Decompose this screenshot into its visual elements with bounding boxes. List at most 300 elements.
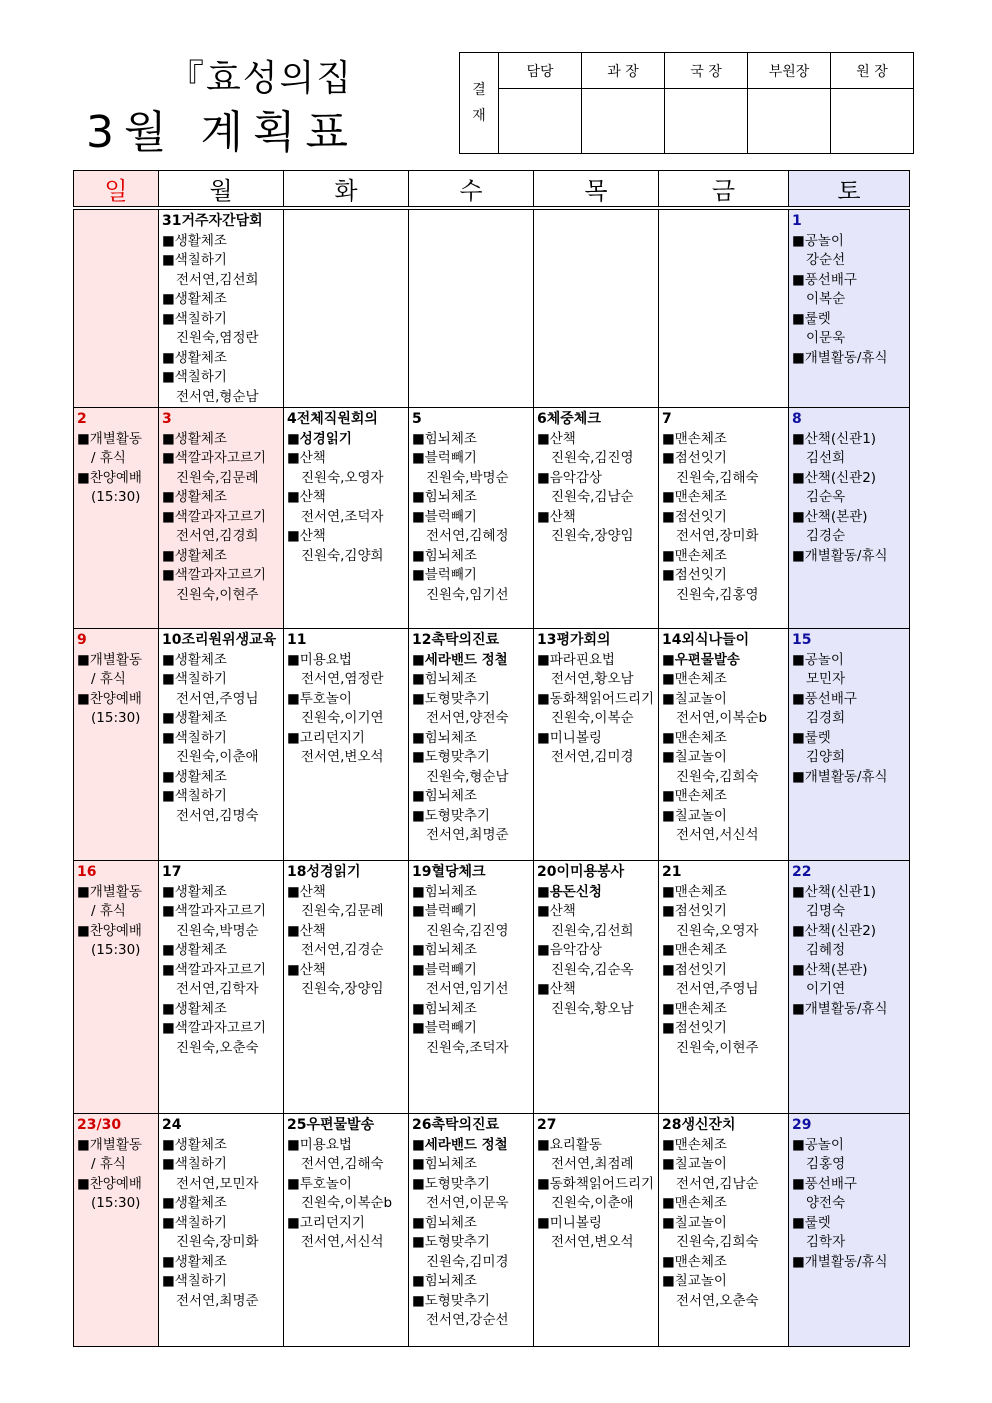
activity-item bbox=[792, 1253, 907, 1273]
bullet-square-icon: ■ bbox=[792, 883, 805, 900]
bullet-square-icon: ■ bbox=[662, 1136, 675, 1153]
bullet-square-icon: ■ bbox=[537, 729, 550, 746]
bullet-square-icon: ■ bbox=[162, 883, 175, 900]
bullet-square-icon: ■ bbox=[537, 981, 550, 997]
bullet-square-icon: ■ bbox=[792, 729, 805, 746]
activity-text: 맨손체조 bbox=[674, 883, 727, 900]
day-cell[interactable] bbox=[534, 861, 659, 1114]
activity-item bbox=[792, 922, 907, 942]
bullet-square-icon: ■ bbox=[162, 1000, 175, 1017]
day-date-label: 29 bbox=[792, 1117, 812, 1133]
day-cell[interactable] bbox=[284, 1114, 409, 1347]
activity-item bbox=[662, 1000, 786, 1020]
activity-text: 진원숙,김희숙 bbox=[676, 768, 759, 785]
activity-staff bbox=[662, 469, 786, 489]
activity-text: 점선잇기 bbox=[674, 903, 727, 919]
day-cell[interactable] bbox=[789, 1114, 910, 1347]
activity-text: 진원숙,이기연 bbox=[301, 710, 384, 726]
bullet-square-icon: ■ bbox=[287, 1214, 300, 1231]
day-cell[interactable] bbox=[409, 861, 534, 1114]
bullet-square-icon: ■ bbox=[537, 1136, 550, 1153]
day-cell[interactable] bbox=[159, 1114, 284, 1347]
day-cell[interactable] bbox=[789, 861, 910, 1114]
activity-staff bbox=[162, 388, 281, 408]
day-cell-content bbox=[534, 1114, 658, 1253]
day-cell[interactable] bbox=[284, 629, 409, 861]
activity-text: 생활체조 bbox=[174, 232, 227, 249]
activity-item bbox=[412, 1292, 531, 1312]
activity-text: 고리던지기 bbox=[299, 729, 365, 746]
activity-text: 힘뇌체조 bbox=[424, 430, 477, 447]
day-date-label: 23/30 bbox=[77, 1117, 122, 1133]
activity-text: 진원숙,김양희 bbox=[301, 547, 384, 564]
activity-staff bbox=[792, 290, 907, 310]
day-date-label: 11 bbox=[287, 632, 307, 648]
bullet-square-icon: ■ bbox=[412, 508, 425, 525]
activity-text: 칠교놀이 bbox=[674, 807, 727, 824]
day-cell[interactable] bbox=[534, 629, 659, 861]
day-cell[interactable] bbox=[789, 408, 910, 629]
activity-text: 산책(본관) bbox=[804, 961, 868, 978]
bullet-square-icon: ■ bbox=[162, 671, 175, 687]
activity-item bbox=[662, 488, 786, 508]
activity-staff bbox=[287, 902, 406, 922]
day-cell[interactable] bbox=[284, 861, 409, 1114]
activity-item bbox=[412, 807, 531, 827]
activity-text: 맨손체조 bbox=[674, 788, 727, 804]
bullet-square-icon: ■ bbox=[412, 690, 425, 707]
activity-text: 힘뇌체조 bbox=[424, 671, 477, 687]
bullet-square-icon: ■ bbox=[662, 1000, 675, 1017]
activity-item bbox=[162, 1194, 281, 1214]
activity-text: 진원숙,이현주 bbox=[176, 586, 259, 603]
day-cell[interactable] bbox=[159, 629, 284, 861]
day-cell[interactable] bbox=[534, 208, 659, 408]
activity-text: 진원숙,이복순b bbox=[301, 1195, 393, 1211]
activity-item bbox=[162, 883, 281, 903]
activity-item bbox=[162, 961, 281, 981]
activity-item bbox=[662, 1136, 786, 1156]
day-cell-content bbox=[74, 861, 158, 961]
activity-text: 전서연,이복순b bbox=[676, 710, 768, 726]
day-cell[interactable] bbox=[74, 208, 159, 408]
day-cell[interactable] bbox=[409, 1114, 534, 1347]
approval-sign-deputy-head[interactable] bbox=[748, 89, 831, 154]
weekday-tuesday: 화 bbox=[284, 171, 409, 209]
activity-text: 전서연,김혜정 bbox=[426, 528, 509, 544]
activity-text: 진원숙,박명순 bbox=[176, 922, 259, 939]
day-cell[interactable] bbox=[659, 861, 789, 1114]
activity-item bbox=[792, 883, 907, 903]
activity-text: 색칠하기 bbox=[174, 1214, 227, 1231]
bullet-square-icon: ■ bbox=[287, 651, 300, 668]
day-date-label: 6체중체크 bbox=[537, 411, 601, 427]
activity-staff bbox=[662, 527, 786, 547]
bullet-square-icon: ■ bbox=[792, 508, 805, 525]
approval-sign-head[interactable] bbox=[831, 89, 914, 154]
bullet-square-icon: ■ bbox=[412, 450, 425, 466]
activity-staff bbox=[792, 1155, 907, 1175]
activity-text: 진원숙,염정란 bbox=[176, 330, 259, 346]
bullet-square-icon: ■ bbox=[162, 729, 175, 746]
activity-text: 힘뇌체조 bbox=[424, 1273, 477, 1289]
day-date-label: 16 bbox=[77, 864, 97, 880]
activity-text: 전서연,김경희 bbox=[176, 528, 259, 544]
activity-text: 도형맞추기 bbox=[424, 749, 490, 765]
bullet-square-icon: ■ bbox=[792, 469, 805, 486]
activity-item bbox=[412, 547, 531, 567]
activity-item bbox=[287, 729, 406, 749]
activity-text: 김명숙 bbox=[806, 903, 846, 919]
activity-text: 진원숙,조덕자 bbox=[426, 1039, 509, 1056]
activity-staff bbox=[77, 709, 156, 729]
day-cell[interactable] bbox=[74, 408, 159, 629]
bullet-square-icon: ■ bbox=[662, 1195, 675, 1211]
activity-text: 고리던지기 bbox=[299, 1214, 365, 1231]
activity-staff bbox=[537, 527, 656, 547]
activity-staff bbox=[537, 488, 656, 508]
activity-staff bbox=[662, 709, 786, 729]
activity-staff bbox=[287, 941, 406, 961]
day-cell[interactable] bbox=[159, 408, 284, 629]
day-cell[interactable] bbox=[284, 208, 409, 408]
bullet-square-icon: ■ bbox=[77, 469, 90, 486]
activity-item bbox=[77, 469, 156, 489]
bullet-square-icon: ■ bbox=[537, 508, 550, 525]
activity-item bbox=[287, 527, 406, 547]
bullet-square-icon: ■ bbox=[537, 430, 550, 447]
activity-text: 모민자 bbox=[806, 671, 846, 687]
day-date-label: 28생신잔치 bbox=[662, 1117, 736, 1133]
activity-item bbox=[792, 469, 907, 489]
activity-item bbox=[662, 1253, 786, 1273]
day-date-label: 21 bbox=[662, 864, 682, 880]
bullet-square-icon: ■ bbox=[792, 430, 805, 447]
activity-item bbox=[792, 651, 907, 671]
bullet-square-icon: ■ bbox=[412, 1136, 425, 1153]
day-date-label: 5 bbox=[412, 411, 422, 427]
day-cell[interactable] bbox=[74, 861, 159, 1114]
activity-text: 힘뇌체조 bbox=[424, 788, 477, 804]
activity-text: 이복순 bbox=[806, 291, 846, 307]
activity-staff bbox=[792, 902, 907, 922]
activity-staff bbox=[537, 449, 656, 469]
activity-item bbox=[162, 1214, 281, 1234]
activity-staff bbox=[662, 1292, 786, 1312]
bullet-square-icon: ■ bbox=[537, 469, 550, 486]
activity-staff bbox=[412, 980, 531, 1000]
activity-staff bbox=[162, 922, 281, 942]
activity-item bbox=[537, 729, 656, 749]
activity-staff bbox=[77, 1194, 156, 1214]
activity-text: 미용요법 bbox=[299, 651, 352, 668]
activity-staff bbox=[412, 469, 531, 489]
day-cell[interactable] bbox=[409, 629, 534, 861]
activity-text: 전서연,염정란 bbox=[301, 671, 384, 687]
day-cell-content bbox=[534, 629, 658, 768]
bullet-square-icon: ■ bbox=[162, 310, 175, 327]
activity-text: 산책 bbox=[299, 961, 326, 978]
bullet-square-icon: ■ bbox=[662, 729, 675, 746]
bullet-square-icon: ■ bbox=[662, 450, 675, 466]
activity-text: 개별활동/휴식 bbox=[804, 547, 888, 564]
day-cell-content bbox=[789, 629, 909, 787]
day-cell-content bbox=[789, 861, 909, 1019]
activity-item bbox=[792, 547, 907, 567]
activity-staff bbox=[287, 1233, 406, 1253]
activity-text: 김경희 bbox=[806, 710, 846, 726]
activity-text: 점선잇기 bbox=[674, 961, 727, 978]
activity-staff bbox=[287, 508, 406, 528]
activity-text: 색칠하기 bbox=[174, 671, 227, 687]
day-cell[interactable] bbox=[159, 208, 284, 408]
bullet-square-icon: ■ bbox=[412, 489, 425, 505]
day-cell[interactable] bbox=[789, 629, 910, 861]
activity-item bbox=[77, 883, 156, 903]
weekday-wednesday: 수 bbox=[409, 171, 534, 209]
activity-staff bbox=[287, 1155, 406, 1175]
activity-text: 찬양예배 bbox=[89, 922, 142, 939]
bullet-square-icon: ■ bbox=[537, 883, 550, 900]
activity-staff bbox=[287, 1194, 406, 1214]
activity-item bbox=[162, 368, 281, 388]
activity-item bbox=[162, 310, 281, 330]
bullet-square-icon: ■ bbox=[412, 1273, 425, 1289]
activity-text: 전서연,주영님 bbox=[176, 690, 259, 707]
activity-staff bbox=[662, 586, 786, 606]
activity-text: 우편물발송 bbox=[674, 651, 740, 668]
bullet-square-icon: ■ bbox=[162, 489, 175, 505]
activity-staff bbox=[162, 748, 281, 768]
activity-staff bbox=[162, 690, 281, 710]
activity-item bbox=[287, 651, 406, 671]
activity-item bbox=[412, 1214, 531, 1234]
bullet-square-icon: ■ bbox=[77, 690, 90, 707]
activity-item bbox=[412, 748, 531, 768]
activity-item bbox=[537, 1214, 656, 1234]
activity-staff bbox=[792, 1233, 907, 1253]
bullet-square-icon: ■ bbox=[77, 1136, 90, 1153]
bullet-square-icon: ■ bbox=[662, 961, 675, 978]
activity-staff bbox=[412, 1194, 531, 1214]
day-date-label bbox=[537, 212, 656, 232]
activity-text: 힘뇌체조 bbox=[424, 1000, 477, 1017]
activity-text: 생활체조 bbox=[174, 942, 227, 958]
activity-item bbox=[412, 902, 531, 922]
bullet-square-icon: ■ bbox=[412, 651, 425, 668]
activity-text: 전서연,모민자 bbox=[176, 1175, 259, 1192]
day-cell-content bbox=[284, 210, 408, 232]
activity-text: 전서연,김명숙 bbox=[176, 807, 259, 824]
activity-text: 전서연,최점례 bbox=[551, 1156, 634, 1172]
day-date-label: 7 bbox=[662, 411, 672, 427]
activity-text: 도형맞추기 bbox=[424, 1234, 490, 1250]
bullet-square-icon: ■ bbox=[792, 768, 805, 785]
activity-text: 파라핀요법 bbox=[549, 651, 615, 668]
activity-item bbox=[162, 670, 281, 690]
day-cell[interactable] bbox=[659, 408, 789, 629]
activity-text: 진원숙,김진영 bbox=[426, 922, 509, 939]
activity-text: 색깔과자고르기 bbox=[174, 450, 267, 466]
activity-item bbox=[287, 690, 406, 710]
activity-text: 전서연,김경순 bbox=[301, 942, 384, 958]
week-row bbox=[74, 629, 910, 861]
day-date-label: 1 bbox=[792, 213, 802, 229]
activity-text: 힘뇌체조 bbox=[424, 1156, 477, 1172]
day-cell-content bbox=[659, 1114, 788, 1311]
activity-staff bbox=[162, 469, 281, 489]
activity-item bbox=[162, 1019, 281, 1039]
activity-text: 도형맞추기 bbox=[424, 690, 490, 707]
activity-text: 산책(신관2) bbox=[804, 922, 877, 939]
day-cell[interactable] bbox=[74, 1114, 159, 1347]
day-cell[interactable] bbox=[659, 1114, 789, 1347]
activity-text: 생활체조 bbox=[174, 1253, 227, 1270]
activity-text: 맨손체조 bbox=[674, 942, 727, 958]
activity-staff bbox=[792, 941, 907, 961]
day-date-label: 19혈당체크 bbox=[412, 864, 486, 880]
activity-item bbox=[662, 1155, 786, 1175]
day-cell[interactable] bbox=[159, 861, 284, 1114]
activity-text: 산책(신관1) bbox=[804, 430, 877, 447]
activity-item bbox=[537, 651, 656, 671]
bullet-square-icon: ■ bbox=[662, 749, 675, 765]
day-date-label: 8 bbox=[792, 411, 802, 427]
activity-staff bbox=[77, 488, 156, 508]
day-cell-content bbox=[659, 629, 788, 846]
activity-item bbox=[162, 430, 281, 450]
day-cell[interactable] bbox=[284, 408, 409, 629]
activity-text: 진원숙,김해숙 bbox=[676, 469, 759, 486]
day-cell[interactable] bbox=[409, 208, 534, 408]
activity-staff bbox=[537, 961, 656, 981]
activity-item bbox=[162, 251, 281, 271]
bullet-square-icon: ■ bbox=[287, 450, 300, 466]
day-cell[interactable] bbox=[409, 408, 534, 629]
bullet-square-icon: ■ bbox=[287, 430, 300, 447]
day-date-label: 4전체직원회의 bbox=[287, 411, 378, 427]
day-date-label: 22 bbox=[792, 864, 812, 880]
activity-text: 풍선배구 bbox=[804, 690, 857, 707]
day-cell-content bbox=[159, 210, 283, 407]
bullet-square-icon: ■ bbox=[792, 922, 805, 939]
activity-item bbox=[412, 1233, 531, 1253]
activity-staff bbox=[412, 586, 531, 606]
activity-text: 힘뇌체조 bbox=[424, 547, 477, 564]
activity-text: 투호놀이 bbox=[299, 1175, 352, 1192]
day-cell[interactable] bbox=[659, 208, 789, 408]
approval-sign-staff[interactable] bbox=[499, 89, 582, 154]
bullet-square-icon: ■ bbox=[792, 232, 805, 249]
activity-staff bbox=[287, 469, 406, 489]
activity-staff bbox=[792, 1194, 907, 1214]
activity-text: 개별활동/휴식 bbox=[804, 349, 888, 366]
activity-item bbox=[162, 508, 281, 528]
activity-text: 전서연,임기선 bbox=[426, 981, 509, 997]
day-cell-content bbox=[534, 861, 658, 1019]
activity-staff bbox=[162, 271, 281, 291]
activity-item bbox=[792, 310, 907, 330]
activity-text: 전서연,최명준 bbox=[176, 1292, 259, 1309]
bullet-square-icon: ■ bbox=[412, 788, 425, 804]
activity-text: 생활체조 bbox=[174, 1195, 227, 1211]
activity-text: 전서연,양전숙 bbox=[426, 710, 509, 726]
activity-staff bbox=[537, 1000, 656, 1020]
activity-text: 전서연,최명준 bbox=[426, 827, 509, 843]
activity-item bbox=[662, 883, 786, 903]
activity-staff bbox=[792, 670, 907, 690]
activity-staff bbox=[662, 922, 786, 942]
bullet-square-icon: ■ bbox=[162, 1156, 175, 1172]
activity-staff bbox=[537, 1233, 656, 1253]
activity-item bbox=[792, 349, 907, 369]
activity-text: 점선잇기 bbox=[674, 450, 727, 466]
activity-item bbox=[792, 690, 907, 710]
activity-staff bbox=[537, 670, 656, 690]
activity-text: 전서연,김학자 bbox=[176, 981, 259, 997]
day-cell[interactable] bbox=[534, 408, 659, 629]
activity-text: 힘뇌체조 bbox=[424, 729, 477, 746]
activity-item bbox=[662, 1194, 786, 1214]
activity-text: (15:30) bbox=[91, 710, 141, 726]
bullet-square-icon: ■ bbox=[287, 1175, 300, 1192]
activity-item bbox=[412, 651, 531, 671]
activity-text: 개별활동/휴식 bbox=[804, 1000, 888, 1017]
activity-text: 전서연,변오석 bbox=[551, 1234, 634, 1250]
approval-role-section-chief: 과 장 bbox=[582, 53, 665, 89]
day-cell-content bbox=[659, 861, 788, 1058]
activity-text: 생활체조 bbox=[174, 651, 227, 668]
approval-sign-section-chief[interactable] bbox=[582, 89, 665, 154]
activity-item bbox=[162, 1136, 281, 1156]
day-cell[interactable] bbox=[74, 629, 159, 861]
activity-text: 진원숙,김미경 bbox=[426, 1253, 509, 1270]
activity-staff bbox=[287, 547, 406, 567]
activity-text: 힘뇌체조 bbox=[424, 883, 477, 900]
document-title-line2: 3월 계획표 bbox=[86, 107, 358, 158]
activity-text: 찬양예배 bbox=[89, 469, 142, 486]
day-cell-content bbox=[409, 1114, 533, 1331]
activity-text: 블럭빼기 bbox=[424, 508, 477, 525]
activity-text: 이기연 bbox=[806, 981, 846, 997]
activity-item bbox=[287, 1214, 406, 1234]
activity-staff bbox=[162, 1292, 281, 1312]
day-cell-content bbox=[534, 210, 658, 232]
approval-sign-director[interactable] bbox=[665, 89, 748, 154]
activity-text: 블럭빼기 bbox=[424, 450, 477, 466]
bullet-square-icon: ■ bbox=[412, 749, 425, 765]
activity-item bbox=[77, 690, 156, 710]
activity-item bbox=[162, 290, 281, 310]
activity-text: / 휴식 bbox=[91, 1156, 126, 1172]
day-date-label: 14외식나들이 bbox=[662, 632, 750, 648]
bullet-square-icon: ■ bbox=[662, 1156, 675, 1172]
day-cell[interactable] bbox=[534, 1114, 659, 1347]
activity-item bbox=[662, 690, 786, 710]
activity-staff bbox=[537, 1194, 656, 1214]
weekday-friday: 금 bbox=[659, 171, 789, 209]
day-cell[interactable] bbox=[789, 208, 910, 408]
activity-text: 용돈신청 bbox=[549, 883, 602, 900]
day-cell[interactable] bbox=[659, 629, 789, 861]
activity-staff bbox=[662, 768, 786, 788]
day-date-label bbox=[287, 212, 406, 232]
bullet-square-icon: ■ bbox=[77, 883, 90, 900]
bullet-square-icon: ■ bbox=[162, 430, 175, 447]
bullet-square-icon: ■ bbox=[662, 883, 675, 900]
activity-text: 공놀이 bbox=[804, 651, 844, 668]
day-date-label: 3 bbox=[162, 411, 172, 427]
